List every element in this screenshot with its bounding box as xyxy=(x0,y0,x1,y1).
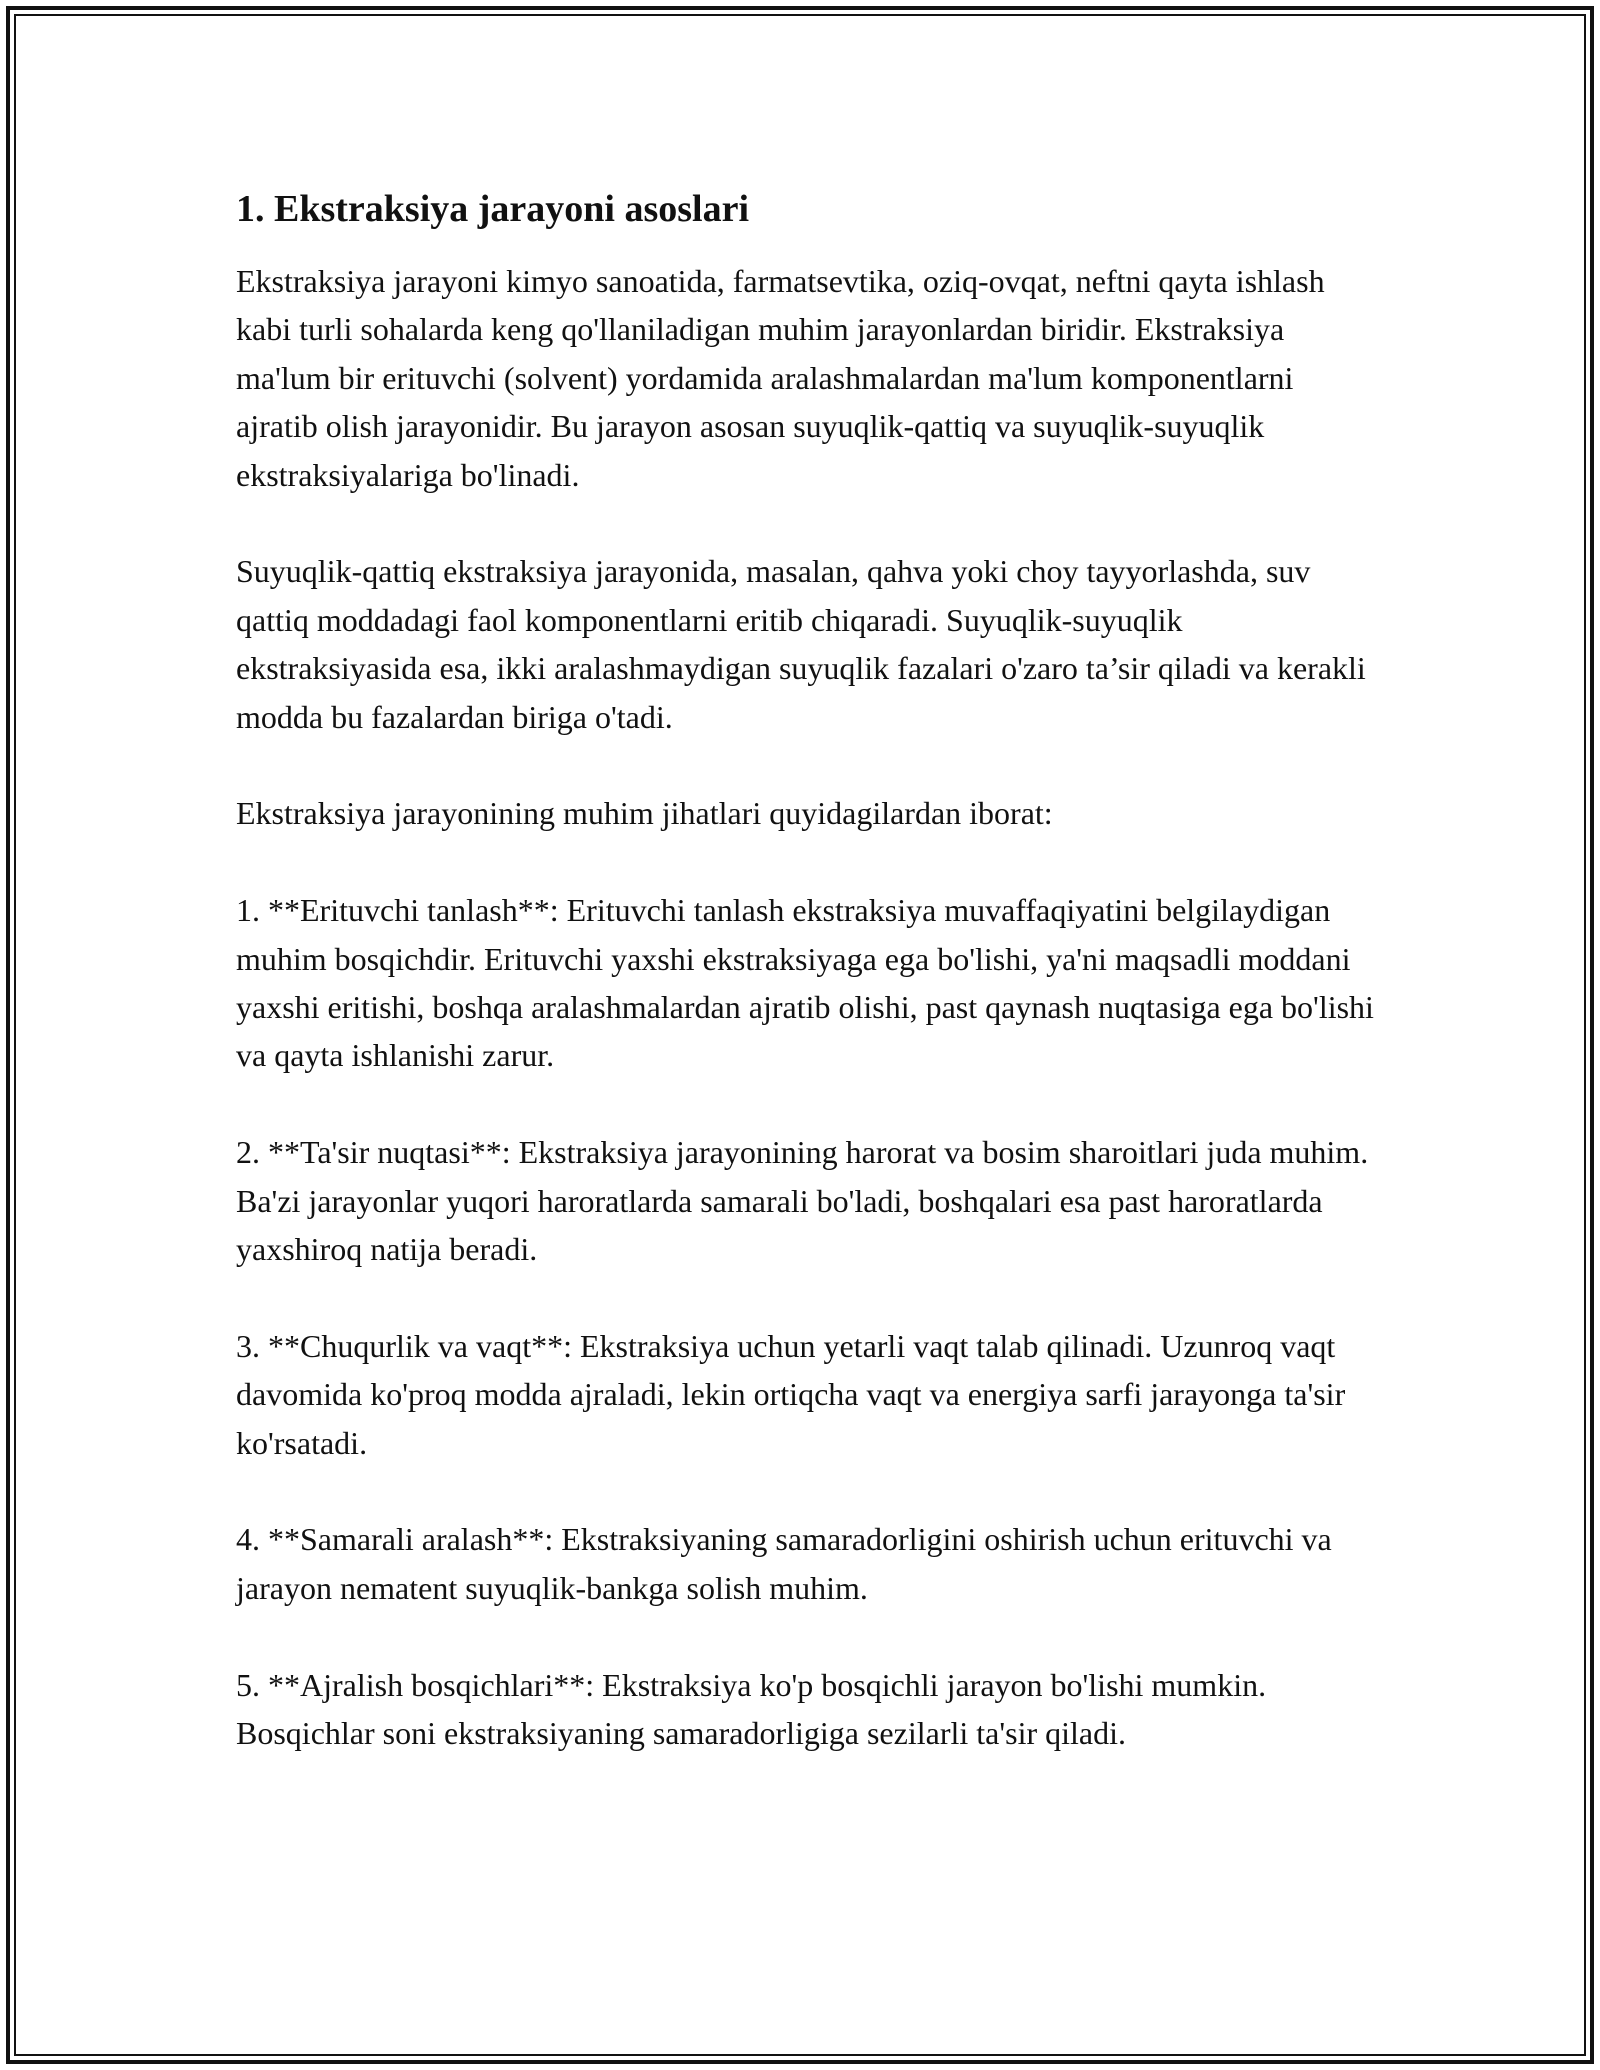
intro-paragraph: Ekstraksiya jarayoni kimyo sanoatida, farmatsevtika, oziq-ovqat, neftni qayta ishlash kabi turli sohalarda keng qo'llaniladigan muhim jarayonlardan biridir. Ekstraksiya ma'lum bir erituvchi (solvent) yordamida aralashmalardan ma'lum komponentlarni ajratib olish jarayonidir. Bu jarayon asosan suyuqlik-qattiq va suyuqlik-suyuqlik ekstraksiyalariga bo'linadi. xyxy=(236,263,1325,493)
aspect-mixing: 4. **Samarali aralash**: Ekstraksiyaning samaradorligini oshirish uchun erituvchi va jarayon nematent suyuqlik-bankga solish muhim. xyxy=(236,1521,1332,1606)
aspect-conditions: 2. **Ta'sir nuqtasi**: Ekstraksiya jarayonining harorat va bosim sharoitlari juda muhim. Ba'zi jarayonlar yuqori haroratlarda samarali bo'ladi, boshqalari esa past haroratlarda yaxshiroq natija beradi. xyxy=(236,1134,1369,1268)
aspects-intro-paragraph: Ekstraksiya jarayonining muhim jihatlari quyidagilardan iborat: xyxy=(236,795,1053,832)
aspect-time: 3. **Chuqurlik va vaqt**: Ekstraksiya uchun yetarli vaqt talab qilinadi. Uzunroq vaqt davomida ko'proq modda ajraladi, lekin ortiqcha vaqt va energiya sarfi jarayonga ta'sir ko'rsatadi. xyxy=(236,1327,1346,1461)
page-title: 1. Ekstraksiya jarayoni asoslari xyxy=(236,188,750,230)
aspect-solvent-selection: 1. **Erituvchi tanlash**: Erituvchi tanlash ekstraksiya muvaffaqiyatini belgilaydigan muhim bosqichdir. Erituvchi yaxshi ekstraksiyaga ega bo'lishi, ya'ni maqsadli moddani yaxshi eritishi, boshqa aralashmalardan ajratib olishi, past qaynash nuqtasiga ega bo'lishi va qayta ishlanishi zarur. xyxy=(236,892,1374,1074)
extraction-types-paragraph: Suyuqlik-qattiq ekstraksiya jarayonida, masalan, qahva yoki choy tayyorlashda, suv qattiq moddadagi faol komponentlarni eritib chiqaradi. Suyuqlik-suyuqlik ekstraksiyasida esa, ikki aralashmaydigan suyuqlik fazalari o'zaro ta’sir qiladi va kerakli modda bu fazalardan biriga o'tadi. xyxy=(236,553,1366,735)
document-body xyxy=(236,185,1376,1806)
aspect-separation-stages: 5. **Ajralish bosqichlari**: Ekstraksiya ko'p bosqichli jarayon bo'lishi mumkin. Bosqichlar soni ekstraksiyaning samaradorligiga sezilarli ta'sir qiladi. xyxy=(236,1666,1267,1752)
